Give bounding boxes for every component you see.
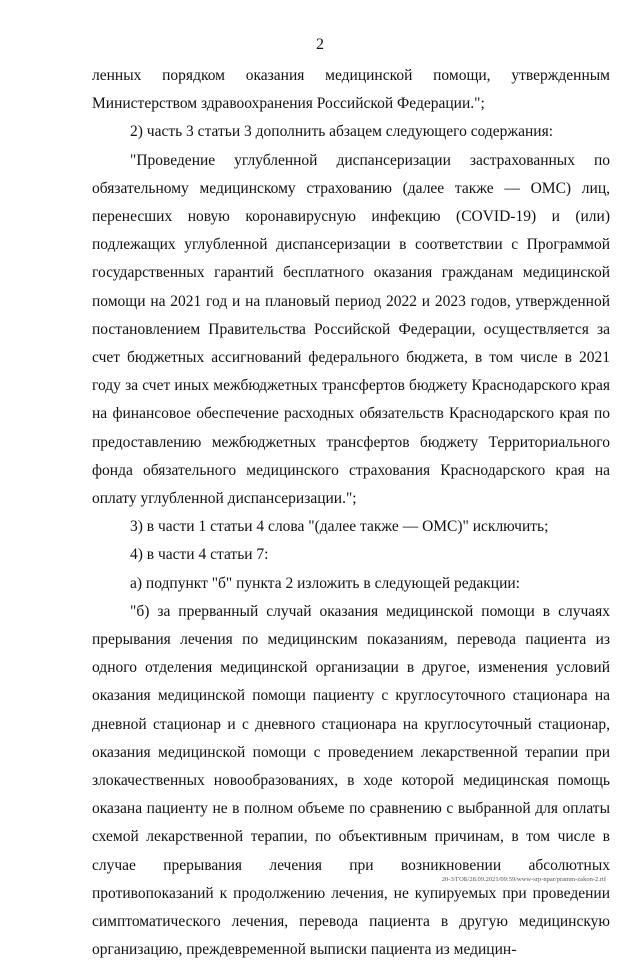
paragraph: ленных порядком оказания медицинской помощи, утвержденным Министерством здравоохранения Российской Федерации."; [92, 67, 610, 113]
document-body [92, 62, 610, 965]
paragraph: 4) в части 4 статьи 7: [130, 546, 269, 564]
paragraph: 3) в части 1 статьи 4 слова "(далее также — ОМС)" исключить; [130, 518, 549, 536]
page-number: 2 [316, 36, 324, 53]
paragraph: "Проведение углубленной диспансеризации застрахованных по обязательному медицинскому страхованию (далее также — ОМС) лиц, перенесших новую коронавирусную инфекцию (COVID-19) и (или) подлежащих углубленной диспансеризации в соответствии с Программой государственных гарантий бесплатного оказания гражданам медицинской помощи на 2021 год и на плановый период 2022 и 2023 годов, утвержденной постановлением Правительства Российской Федерации, осуществляется за счет бюджетных ассигнований федерального бюджета, в том числе в 2021 году за счет иных межбюджетных трансфертов бюджету Краснодарского края на финансовое обеспечение расходных обязательств Краснодарского края по предоставлению межбюджетных трансфертов бюджету Территориального фонда обязательного медицинского страхования Краснодарского края на оплату углубленной диспансеризации."; [92, 151, 610, 508]
paragraph: "б) за прерванный случай оказания медицинской помощи в случаях прерывания лечения по медицинским показаниям, перевода пациента из одного отделения медицинской организации в другое, изменения условий оказания медицинской помощи пациенту с круглосуточного стационара на дневной стационар и с дневного стационара на круглосуточный стационар, оказания медицинской помощи с проведением лекарственной терапии при злокачественных новообразованиях, в ходе которой медицинская помощь оказана пациенту не в полном объеме по сравнению с выбранной для оплаты схемой лекарственной терапии, по объективным причинам, в том числе в случае прерывания лечения при возникновении абсолютных противопоказаний к продолжению лечения, не купируемых при проведении симптоматического лечения, перевода пациента в другую медицинскую организацию, преждевременной выписки пациента из медицин- [92, 602, 610, 959]
file-reference-footer: 20-3/ГОБ/28.09.2021/09:59/www-srp-npar/pramm-zakon-2.rtf [441, 876, 606, 883]
paragraph: а) подпункт "б" пункта 2 изложить в следующей редакции: [130, 574, 520, 592]
paragraph: 2) часть 3 статьи 3 дополнить абзацем следующего содержания: [130, 123, 554, 141]
